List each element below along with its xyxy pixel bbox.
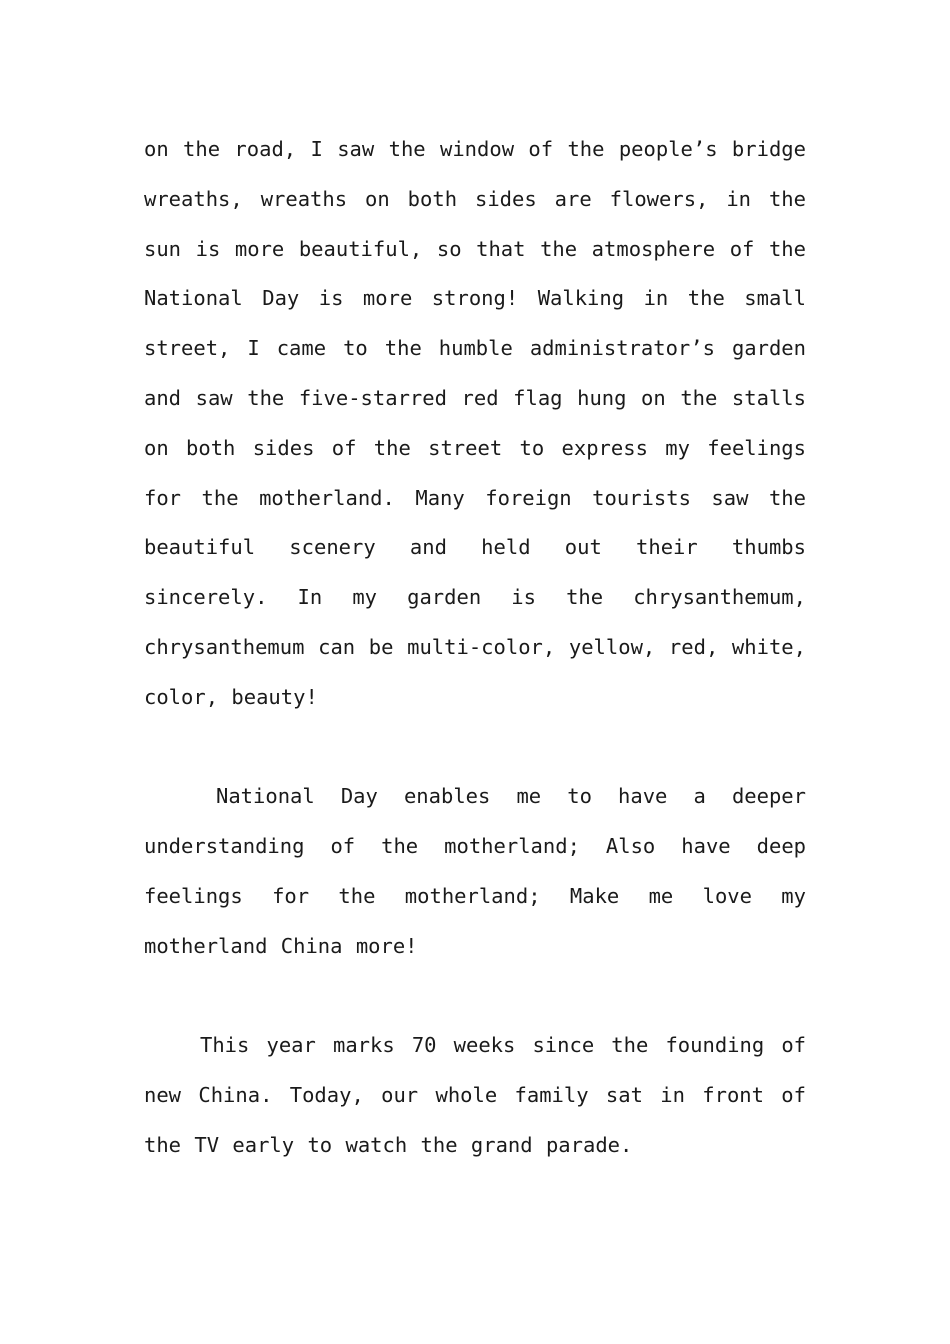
document-body: [144, 125, 806, 1171]
paragraph-national-day-street: on the road, I saw the window of the people’s bridge wreaths, wreaths on both sides are flowers, in the sun is more beautiful, so that the atmosphere of the National Day is more strong! Walking in the small street, I came to the humble administrator’s garden and saw the five-starred red flag hung on the stalls on both sides of the street to express my feelings for the motherland. Many foreign tourists saw the beautiful scenery and held out their thumbs sincerely. In my garden is the chrysanthemum, chrysanthemum can be multi-color, yellow, red, white, color, beauty!: [144, 137, 806, 709]
paragraph-spacer: [144, 723, 806, 773]
paragraph-understanding-motherland: National Day enables me to have a deeper understanding of the motherland; Also have deep feelings for the motherland; Make me love my motherland China more!: [144, 784, 806, 958]
paragraph-spacer: [144, 972, 806, 1022]
paragraph-grand-parade: This year marks 70 weeks since the founding of new China. Today, our whole family sat in front of the TV early to watch the grand parade.: [144, 1033, 806, 1157]
